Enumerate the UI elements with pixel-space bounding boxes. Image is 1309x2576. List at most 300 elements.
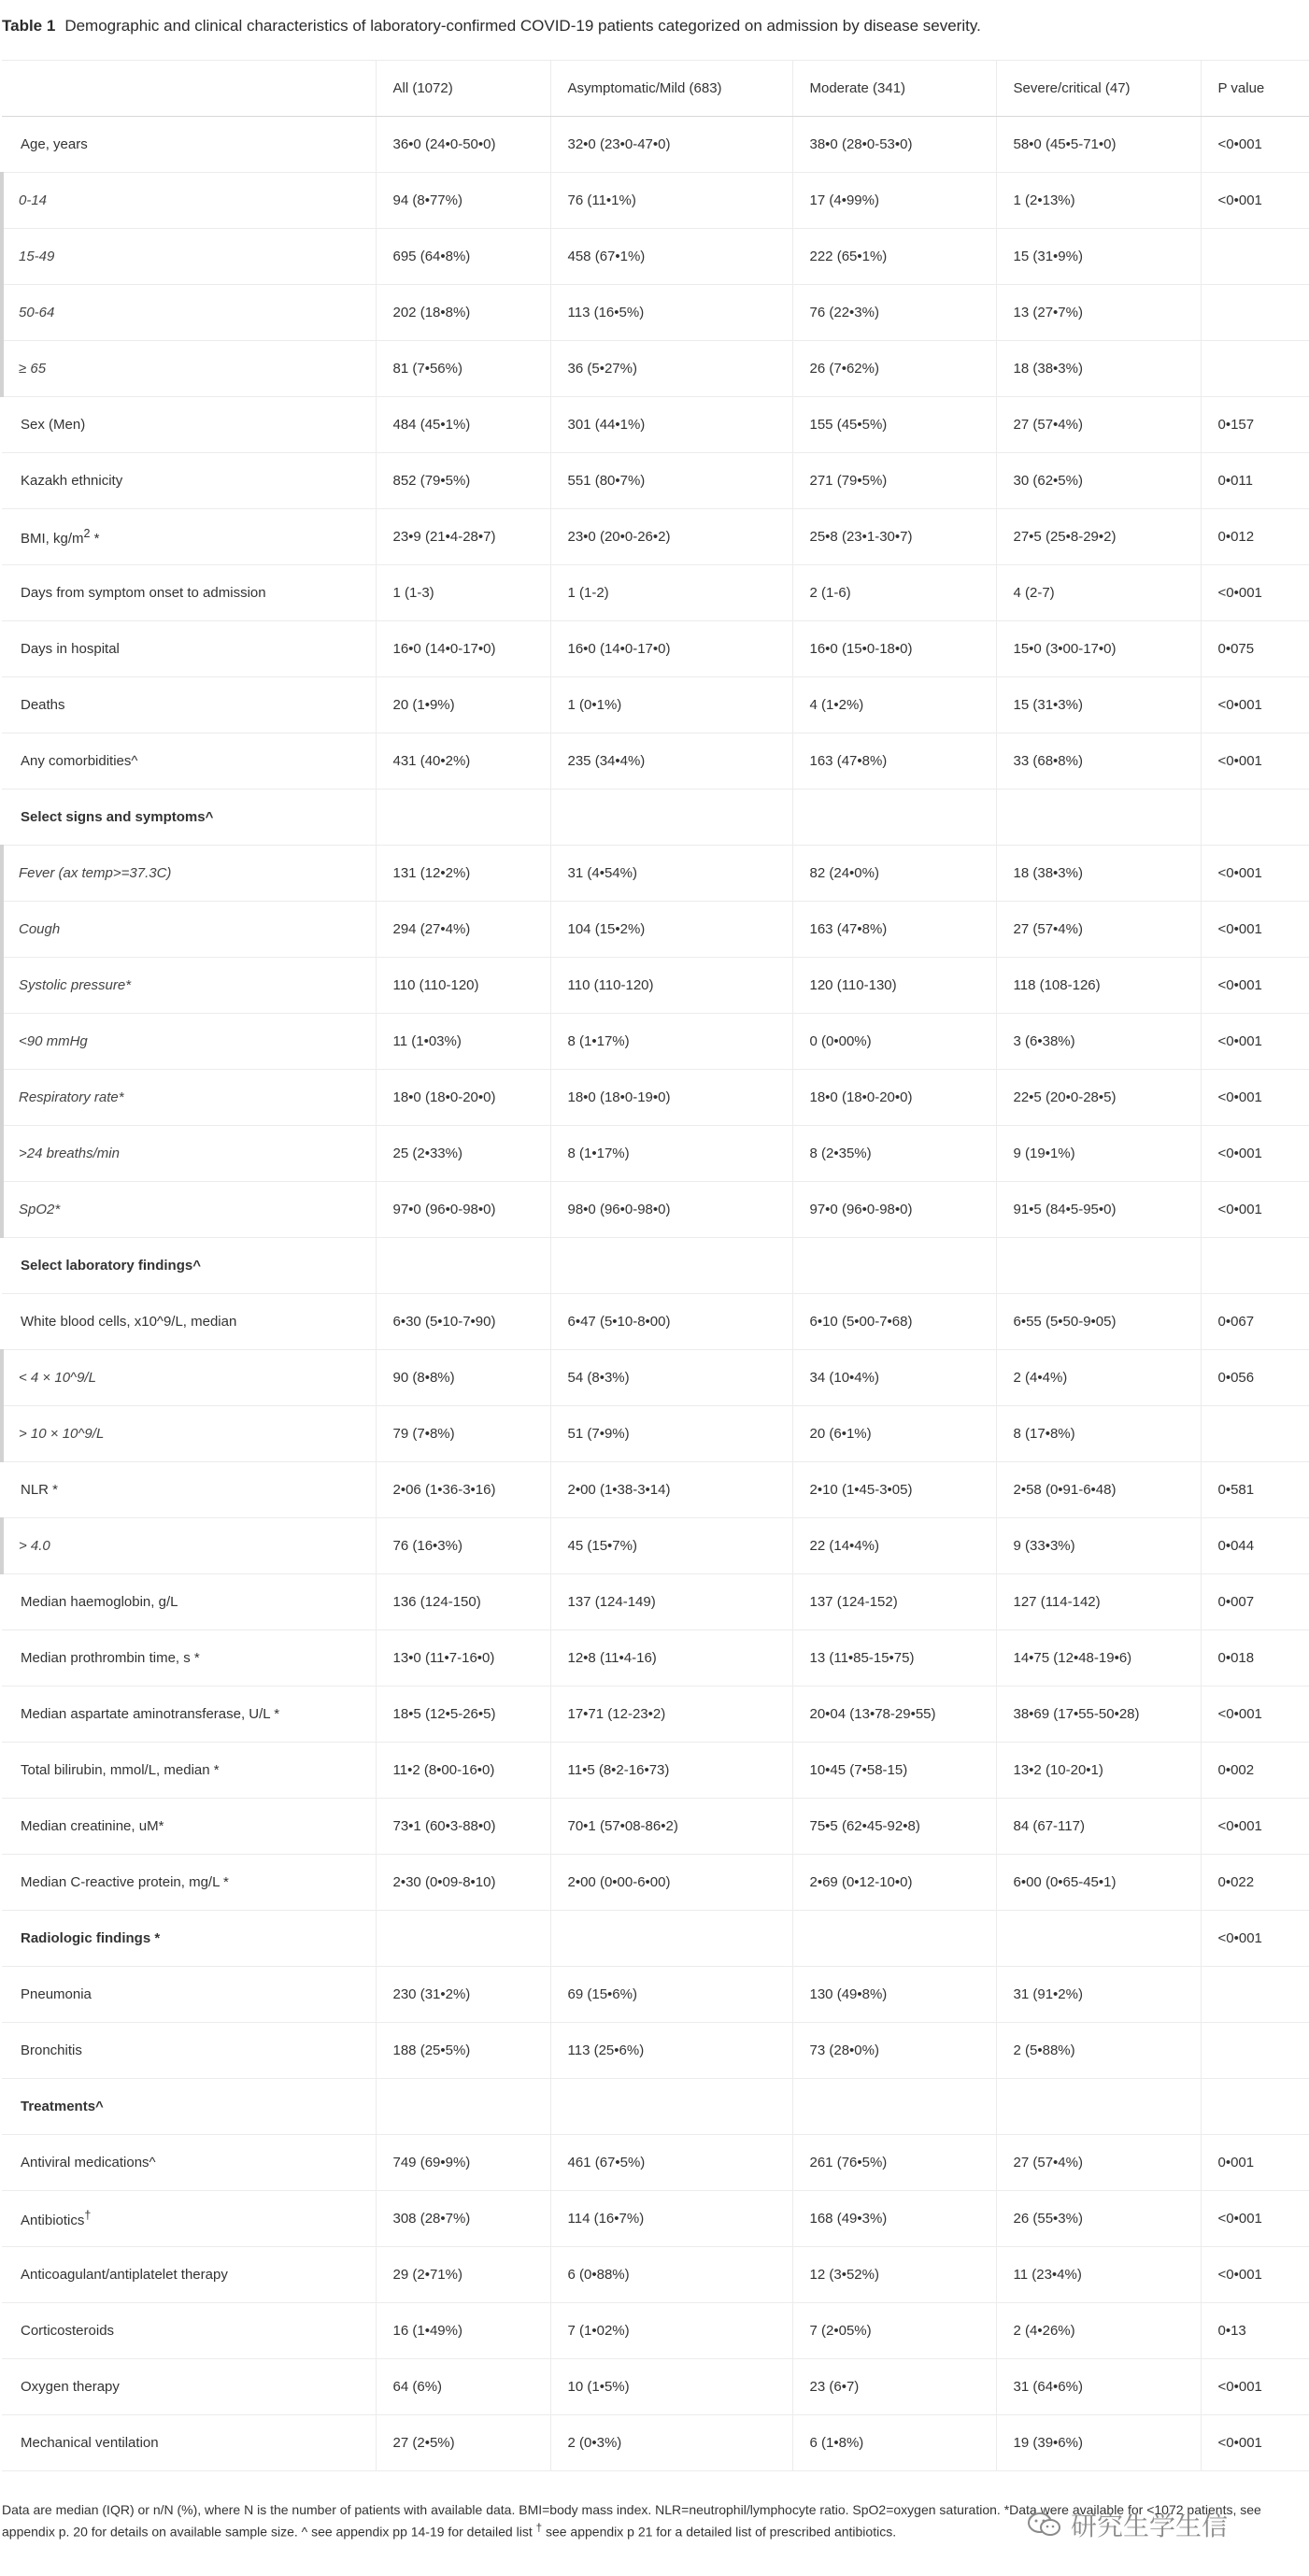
row-label-text: Antiviral medications^ [21,2155,156,2170]
cell-mild: 8 (1•17%) [550,1014,792,1070]
table-number: Table 1 [2,17,56,35]
cell-mild: 32•0 (23•0-47•0) [550,117,792,173]
row-label [2,2079,376,2135]
row-label-text: Median haemoglobin, g/L [21,1594,178,1610]
cell-severe: 27 (57•4%) [996,2135,1201,2191]
row-label-text: Deaths [21,697,65,713]
table-row [2,1014,1309,1070]
cell-moderate: 82 (24•0%) [792,846,996,902]
row-label [2,1911,376,1967]
row-label [2,565,376,621]
table-title: Demographic and clinical characteristics of laboratory-confirmed COVID-19 patients categorized on admission by disease severity. [64,17,981,35]
row-label-text: Total bilirubin, mmol/L, median * [21,1762,220,1778]
cell-pvalue [1201,790,1309,846]
table-row [2,2359,1309,2415]
cell-pvalue: <0•001 [1201,1799,1309,1855]
cell-mild: 551 (80•7%) [550,453,792,509]
cell-severe: 31 (64•6%) [996,2359,1201,2415]
table-row [2,733,1309,790]
cell-moderate: 38•0 (28•0-53•0) [792,117,996,173]
row-label [2,397,376,453]
row-label [2,621,376,677]
cell-moderate: 4 (1•2%) [792,677,996,733]
cell-severe: 2•58 (0•91-6•48) [996,1462,1201,1518]
cell-all: 136 (124-150) [376,1574,550,1630]
cell-pvalue: 0•067 [1201,1294,1309,1350]
cell-severe: 6•00 (0•65-45•1) [996,1855,1201,1911]
cell-moderate [792,1238,996,1294]
cell-mild: 458 (67•1%) [550,229,792,285]
cell-mild: 17•71 (12-23•2) [550,1686,792,1743]
row-label-text: < 4 × 10^9/L [19,1370,96,1386]
table-row [2,229,1309,285]
cell-severe: 8 (17•8%) [996,1406,1201,1462]
cell-pvalue: <0•001 [1201,902,1309,958]
dagger-mark: † [535,2522,543,2534]
row-label-text: White blood cells, x10^9/L, median [21,1314,237,1330]
cell-mild: 110 (110-120) [550,958,792,1014]
cell-mild: 137 (124-149) [550,1574,792,1630]
table-row [2,1070,1309,1126]
cell-pvalue: <0•001 [1201,958,1309,1014]
row-label [2,509,376,565]
cell-severe: 84 (67-117) [996,1799,1201,1855]
cell-pvalue [1201,285,1309,341]
cell-moderate: 13 (11•85-15•75) [792,1630,996,1686]
header-cell-severe: Severe/critical (47) [996,61,1201,117]
row-label-text: Any comorbidities^ [21,753,138,769]
cell-mild: 301 (44•1%) [550,397,792,453]
cell-moderate: 34 (10•4%) [792,1350,996,1406]
row-label-text: Median aspartate aminotransferase, U/L * [21,1706,280,1722]
cell-severe: 15•0 (3•00-17•0) [996,621,1201,677]
cell-severe: 31 (91•2%) [996,1967,1201,2023]
cell-mild: 70•1 (57•08-86•2) [550,1799,792,1855]
cell-moderate: 75•5 (62•45-92•8) [792,1799,996,1855]
row-label-text: > 10 × 10^9/L [19,1426,105,1442]
cell-severe: 14•75 (12•48-19•6) [996,1630,1201,1686]
cell-pvalue: <0•001 [1201,2359,1309,2415]
cell-all: 76 (16•3%) [376,1518,550,1574]
table-header-row [2,61,1309,117]
cell-pvalue [1201,2023,1309,2079]
cell-moderate: 20•04 (13•78-29•55) [792,1686,996,1743]
cell-pvalue [1201,1238,1309,1294]
row-label-text: >24 breaths/min [19,1146,120,1161]
row-label-text: <90 mmHg [19,1033,88,1049]
row-label [2,1070,376,1126]
row-label-text: Systolic pressure* [19,977,132,993]
cell-mild: 1 (0•1%) [550,677,792,733]
cell-all: 79 (7•8%) [376,1406,550,1462]
cell-pvalue: 0•012 [1201,509,1309,565]
table-row [2,1406,1309,1462]
table-row [2,341,1309,397]
cell-severe: 6•55 (5•50-9•05) [996,1294,1201,1350]
cell-severe: 18 (38•3%) [996,341,1201,397]
cell-mild: 18•0 (18•0-19•0) [550,1070,792,1126]
footnote-line-1: Data are median (IQR) or n/N (%), where N is the number of patients with available data. BMI=body mass index. NLR=neutrophil/lymphocyte ratio. SpO2=oxygen saturation. *Data were available for <1072 patients, see [2,2502,1261,2517]
row-label [2,2023,376,2079]
table-row [2,1294,1309,1350]
row-label-text: Select signs and symptoms^ [21,809,214,825]
table-row [2,1350,1309,1406]
table-row [2,1462,1309,1518]
cell-moderate: 222 (65•1%) [792,229,996,285]
row-label-text: Median prothrombin time, s * [21,1650,200,1666]
row-label [2,2415,376,2471]
cell-pvalue: 0•13 [1201,2303,1309,2359]
cell-severe: 18 (38•3%) [996,846,1201,902]
cell-pvalue: <0•001 [1201,2247,1309,2303]
header-cell-all: All (1072) [376,61,550,117]
table-row [2,1799,1309,1855]
row-label [2,1630,376,1686]
table-row [2,173,1309,229]
cell-mild: 8 (1•17%) [550,1126,792,1182]
cell-moderate: 7 (2•05%) [792,2303,996,2359]
row-label-text: Respiratory rate* [19,1089,124,1105]
row-label [2,2247,376,2303]
row-label [2,1855,376,1911]
cell-pvalue: <0•001 [1201,1911,1309,1967]
cell-pvalue: <0•001 [1201,1070,1309,1126]
cell-moderate: 168 (49•3%) [792,2191,996,2247]
row-label [2,341,376,397]
cell-mild [550,1911,792,1967]
cell-severe: 13 (27•7%) [996,285,1201,341]
cell-pvalue: <0•001 [1201,173,1309,229]
cell-moderate: 130 (49•8%) [792,1967,996,2023]
cell-all: 695 (64•8%) [376,229,550,285]
row-label-text: 15-49 [19,249,55,264]
cell-pvalue: <0•001 [1201,1182,1309,1238]
cell-all: 308 (28•7%) [376,2191,550,2247]
cell-all: 484 (45•1%) [376,397,550,453]
cell-pvalue: 0•018 [1201,1630,1309,1686]
cell-severe: 33 (68•8%) [996,733,1201,790]
cell-severe: 15 (31•9%) [996,229,1201,285]
cell-all: 90 (8•8%) [376,1350,550,1406]
table-row [2,2135,1309,2191]
cell-all [376,1238,550,1294]
row-label [2,1014,376,1070]
watermark-text: 研究生学生信 [1071,2512,1229,2540]
row-label [2,117,376,173]
cell-all [376,790,550,846]
row-label [2,1686,376,1743]
cell-severe: 38•69 (17•55-50•28) [996,1686,1201,1743]
table-row [2,117,1309,173]
cell-severe: 27 (57•4%) [996,902,1201,958]
cell-all: 131 (12•2%) [376,846,550,902]
table-row [2,1967,1309,2023]
row-label-text: Kazakh ethnicity [21,473,123,489]
cell-all: 20 (1•9%) [376,677,550,733]
cell-mild: 2•00 (1•38-3•14) [550,1462,792,1518]
cell-severe: 19 (39•6%) [996,2415,1201,2471]
cell-moderate: 2•10 (1•45-3•05) [792,1462,996,1518]
cell-pvalue: 0•075 [1201,621,1309,677]
table-row [2,1686,1309,1743]
cell-moderate: 22 (14•4%) [792,1518,996,1574]
header-cell-label [2,61,376,117]
cell-mild: 113 (25•6%) [550,2023,792,2079]
row-label [2,1518,376,1574]
table-row [2,1574,1309,1630]
cell-severe: 3 (6•38%) [996,1014,1201,1070]
cell-moderate: 163 (47•8%) [792,733,996,790]
cell-pvalue: <0•001 [1201,565,1309,621]
row-label [2,1182,376,1238]
cell-moderate: 97•0 (96•0-98•0) [792,1182,996,1238]
cell-moderate: 2 (1-6) [792,565,996,621]
cell-pvalue: <0•001 [1201,2415,1309,2471]
cell-pvalue: 0•044 [1201,1518,1309,1574]
row-label [2,2359,376,2415]
row-label-text: 0-14 [19,192,48,208]
cell-all: 294 (27•4%) [376,902,550,958]
table-row [2,2303,1309,2359]
table-row [2,1743,1309,1799]
table-body [2,117,1309,2471]
cell-moderate [792,1911,996,1967]
cell-mild: 2 (0•3%) [550,2415,792,2471]
cell-pvalue: 0•056 [1201,1350,1309,1406]
cell-moderate: 271 (79•5%) [792,453,996,509]
cell-pvalue: 0•157 [1201,397,1309,453]
header-cell-moderate: Moderate (341) [792,61,996,117]
cell-severe: 118 (108-126) [996,958,1201,1014]
cell-severe: 15 (31•3%) [996,677,1201,733]
cell-moderate: 155 (45•5%) [792,397,996,453]
cell-all [376,1911,550,1967]
cell-mild [550,2079,792,2135]
cell-mild: 12•8 (11•4-16) [550,1630,792,1686]
cell-severe: 30 (62•5%) [996,453,1201,509]
cell-mild: 51 (7•9%) [550,1406,792,1462]
table-row [2,1518,1309,1574]
cell-mild: 45 (15•7%) [550,1518,792,1574]
row-label [2,1294,376,1350]
cell-severe [996,1911,1201,1967]
cell-mild: 114 (16•7%) [550,2191,792,2247]
table-row [2,1238,1309,1294]
cell-moderate: 20 (6•1%) [792,1406,996,1462]
cell-mild [550,1238,792,1294]
row-label [2,2135,376,2191]
cell-severe: 2 (4•4%) [996,1350,1201,1406]
cell-all: 11•2 (8•00-16•0) [376,1743,550,1799]
header-cell-pvalue: P value [1201,61,1309,117]
cell-all: 202 (18•8%) [376,285,550,341]
row-label-text: Sex (Men) [21,417,86,433]
table-row [2,2191,1309,2247]
row-label-suffix: * [90,531,100,547]
row-label [2,1406,376,1462]
cell-moderate: 10•45 (7•58-15) [792,1743,996,1799]
cell-moderate: 17 (4•99%) [792,173,996,229]
table-row [2,397,1309,453]
row-label [2,1350,376,1406]
cell-mild: 36 (5•27%) [550,341,792,397]
cell-severe: 127 (114-142) [996,1574,1201,1630]
cell-severe: 1 (2•13%) [996,173,1201,229]
cell-mild: 11•5 (8•2-16•73) [550,1743,792,1799]
row-label [2,173,376,229]
cell-all: 13•0 (11•7-16•0) [376,1630,550,1686]
row-label [2,1462,376,1518]
cell-severe [996,2079,1201,2135]
cell-severe: 58•0 (45•5-71•0) [996,117,1201,173]
cell-mild: 31 (4•54%) [550,846,792,902]
footnote-line-2-end: see appendix p 21 for a detailed list of prescribed antibiotics. [542,2524,897,2540]
header-cell-mild: Asymptomatic/Mild (683) [550,61,792,117]
cell-pvalue: <0•001 [1201,846,1309,902]
table-row [2,1182,1309,1238]
cell-moderate: 163 (47•8%) [792,902,996,958]
cell-all: 94 (8•77%) [376,173,550,229]
table-row [2,2415,1309,2471]
cell-moderate: 76 (22•3%) [792,285,996,341]
table-row [2,677,1309,733]
table-row [2,509,1309,565]
cell-all: 431 (40•2%) [376,733,550,790]
cell-all: 23•9 (21•4-28•7) [376,509,550,565]
cell-mild: 6•47 (5•10-8•00) [550,1294,792,1350]
cell-severe: 2 (4•26%) [996,2303,1201,2359]
cell-pvalue: 0•022 [1201,1855,1309,1911]
cell-severe [996,790,1201,846]
cell-all: 749 (69•9%) [376,2135,550,2191]
cell-all: 16•0 (14•0-17•0) [376,621,550,677]
row-label-text: Median creatinine, uM* [21,1818,164,1834]
row-label [2,733,376,790]
cell-moderate: 73 (28•0%) [792,2023,996,2079]
row-label [2,229,376,285]
row-label [2,790,376,846]
cell-all: 25 (2•33%) [376,1126,550,1182]
cell-all: 18•0 (18•0-20•0) [376,1070,550,1126]
cell-mild: 69 (15•6%) [550,1967,792,2023]
watermark [1026,2500,1306,2549]
cell-pvalue: 0•002 [1201,1743,1309,1799]
cell-all: 2•06 (1•36-3•16) [376,1462,550,1518]
cell-all: 64 (6%) [376,2359,550,2415]
cell-moderate [792,790,996,846]
row-label [2,2191,376,2247]
row-label-text: Pneumonia [21,1986,92,2002]
row-label [2,1743,376,1799]
cell-severe: 11 (23•4%) [996,2247,1201,2303]
cell-mild [550,790,792,846]
cell-moderate: 2•69 (0•12-10•0) [792,1855,996,1911]
cell-mild: 98•0 (96•0-98•0) [550,1182,792,1238]
footnote-line-2-text: appendix p. 20 for details on available sample size. ^ see appendix pp 14-19 for detailed list [2,2524,536,2540]
cell-mild: 1 (1-2) [550,565,792,621]
cell-severe: 2 (5•88%) [996,2023,1201,2079]
row-label-text: Days from symptom onset to admission [21,585,266,601]
cell-pvalue: <0•001 [1201,1014,1309,1070]
cell-pvalue: <0•001 [1201,733,1309,790]
cell-severe: 4 (2-7) [996,565,1201,621]
cell-severe: 22•5 (20•0-28•5) [996,1070,1201,1126]
cell-moderate: 16•0 (15•0-18•0) [792,621,996,677]
cell-moderate: 26 (7•62%) [792,341,996,397]
cell-moderate: 8 (2•35%) [792,1126,996,1182]
row-label-text: 50-64 [19,305,55,320]
cell-all: 36•0 (24•0-50•0) [376,117,550,173]
cell-mild: 104 (15•2%) [550,902,792,958]
cell-moderate [792,2079,996,2135]
row-label-text: Antibiotics [21,2213,85,2228]
row-label-text: NLR * [21,1482,59,1498]
table-row [2,2023,1309,2079]
cell-severe: 91•5 (84•5-95•0) [996,1182,1201,1238]
cell-mild: 76 (11•1%) [550,173,792,229]
table-row [2,621,1309,677]
table-row [2,453,1309,509]
row-label [2,1126,376,1182]
cell-all: 2•30 (0•09-8•10) [376,1855,550,1911]
cell-all: 81 (7•56%) [376,341,550,397]
cell-mild: 10 (1•5%) [550,2359,792,2415]
cell-severe: 27 (57•4%) [996,397,1201,453]
cell-pvalue: <0•001 [1201,1126,1309,1182]
cell-mild: 2•00 (0•00-6•00) [550,1855,792,1911]
cell-all: 29 (2•71%) [376,2247,550,2303]
row-label-text: Age, years [21,136,88,152]
cell-all: 27 (2•5%) [376,2415,550,2471]
row-label-text: Cough [19,921,61,937]
cell-all: 230 (31•2%) [376,1967,550,2023]
cell-pvalue: <0•001 [1201,117,1309,173]
row-label-text: Mechanical ventilation [21,2435,159,2451]
cell-moderate: 261 (76•5%) [792,2135,996,2191]
cell-pvalue: <0•001 [1201,2191,1309,2247]
cell-pvalue [1201,341,1309,397]
row-label [2,1574,376,1630]
row-label [2,453,376,509]
table-row [2,1126,1309,1182]
cell-pvalue [1201,1967,1309,2023]
cell-pvalue: <0•001 [1201,677,1309,733]
table-row [2,1911,1309,1967]
cell-mild: 7 (1•02%) [550,2303,792,2359]
cell-mild: 113 (16•5%) [550,285,792,341]
table-row [2,958,1309,1014]
row-label [2,958,376,1014]
row-label-text: ≥ 65 [19,361,47,377]
row-label-superscript: † [84,2209,92,2222]
cell-all [376,2079,550,2135]
cell-pvalue: <0•001 [1201,1686,1309,1743]
table-row [2,846,1309,902]
cell-pvalue: 0•007 [1201,1574,1309,1630]
row-label [2,1967,376,2023]
cell-all: 73•1 (60•3-88•0) [376,1799,550,1855]
cell-severe: 9 (33•3%) [996,1518,1201,1574]
cell-severe: 13•2 (10-20•1) [996,1743,1201,1799]
row-label [2,902,376,958]
row-label-text: > 4.0 [19,1538,50,1554]
table-row [2,565,1309,621]
cell-severe: 9 (19•1%) [996,1126,1201,1182]
row-label-text: Median C-reactive protein, mg/L * [21,1874,229,1890]
cell-pvalue: 0•001 [1201,2135,1309,2191]
table-caption [2,17,981,36]
row-label-text: BMI, kg/m [21,531,84,547]
